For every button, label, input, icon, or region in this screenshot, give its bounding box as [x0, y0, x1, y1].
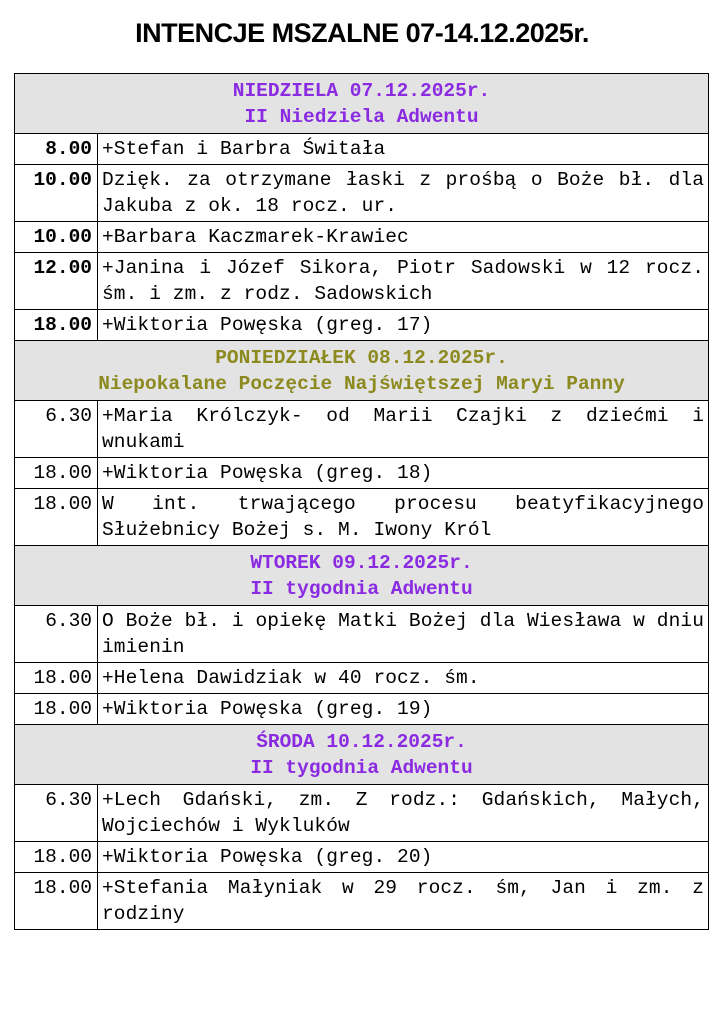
mass-intention: +Wiktoria Powęska (greg. 19): [98, 694, 709, 725]
mass-row: [15, 458, 709, 489]
intentions-table-body: [15, 74, 709, 930]
mass-intention: +Stefania Małyniak w 29 rocz. śm, Jan i zm. z rodziny: [98, 873, 709, 930]
mass-time: 18.00: [15, 873, 98, 930]
mass-row: [15, 663, 709, 694]
day-header: [15, 74, 709, 134]
mass-time: 18.00: [15, 310, 98, 341]
mass-intention: +Wiktoria Powęska (greg. 20): [98, 842, 709, 873]
mass-row: [15, 785, 709, 842]
day-header-row: [15, 725, 709, 785]
mass-time: 12.00: [15, 253, 98, 310]
day-date: WTOREK 09.12.2025r.: [250, 552, 473, 574]
mass-intention: +Wiktoria Powęska (greg. 18): [98, 458, 709, 489]
day-liturgical-name: Niepokalane Poczęcie Najświętszej Maryi Panny: [98, 373, 625, 395]
day-date: PONIEDZIAŁEK 08.12.2025r.: [215, 347, 508, 369]
mass-intention: O Boże bł. i opiekę Matki Bożej dla Wiesława w dniu imienin: [98, 606, 709, 663]
mass-intention: W int. trwającego procesu beatyfikacyjnego Służebnicy Bożej s. M. Iwony Król: [98, 489, 709, 546]
mass-time: 18.00: [15, 458, 98, 489]
mass-intention: +Janina i Józef Sikora, Piotr Sadowski w 12 rocz. śm. i zm. z rodz. Sadowskich: [98, 253, 709, 310]
mass-intention: +Maria Królczyk- od Marii Czajki z dziećmi i wnukami: [98, 401, 709, 458]
mass-time: 6.30: [15, 401, 98, 458]
mass-time: 8.00: [15, 134, 98, 165]
mass-row: [15, 842, 709, 873]
mass-time: 18.00: [15, 694, 98, 725]
day-header: [15, 341, 709, 401]
mass-row: [15, 222, 709, 253]
intentions-table: [14, 73, 709, 930]
day-header: [15, 725, 709, 785]
mass-row: [15, 253, 709, 310]
page-title: INTENCJE MSZALNE 07-14.12.2025r.: [135, 18, 589, 48]
mass-intention: +Barbara Kaczmarek-Krawiec: [98, 222, 709, 253]
mass-row: [15, 310, 709, 341]
mass-row: [15, 134, 709, 165]
day-liturgical-name: II tygodnia Adwentu: [250, 578, 473, 600]
mass-intention: +Stefan i Barbra Świtała: [98, 134, 709, 165]
mass-intention: +Wiktoria Powęska (greg. 17): [98, 310, 709, 341]
mass-row: [15, 873, 709, 930]
day-header-row: [15, 546, 709, 606]
day-header-row: [15, 74, 709, 134]
mass-row: [15, 694, 709, 725]
day-liturgical-name: II tygodnia Adwentu: [250, 757, 473, 779]
day-liturgical-name: II Niedziela Adwentu: [244, 106, 479, 128]
day-header-row: [15, 341, 709, 401]
mass-row: [15, 401, 709, 458]
mass-time: 18.00: [15, 663, 98, 694]
mass-time: 10.00: [15, 222, 98, 253]
mass-time: 6.30: [15, 606, 98, 663]
mass-row: [15, 606, 709, 663]
day-date: ŚRODA 10.12.2025r.: [256, 731, 467, 753]
mass-intention: +Lech Gdański, zm. Z rodz.: Gdańskich, Małych, Wojciechów i Wykluków: [98, 785, 709, 842]
mass-time: 18.00: [15, 489, 98, 546]
mass-row: [15, 489, 709, 546]
day-date: NIEDZIELA 07.12.2025r.: [232, 80, 491, 102]
day-header: [15, 546, 709, 606]
mass-row: [15, 165, 709, 222]
mass-intention: +Helena Dawidziak w 40 rocz. śm.: [98, 663, 709, 694]
mass-time: 10.00: [15, 165, 98, 222]
mass-time: 6.30: [15, 785, 98, 842]
mass-intention: Dzięk. za otrzymane łaski z prośbą o Boże bł. dla Jakuba z ok. 18 rocz. ur.: [98, 165, 709, 222]
mass-time: 18.00: [15, 842, 98, 873]
